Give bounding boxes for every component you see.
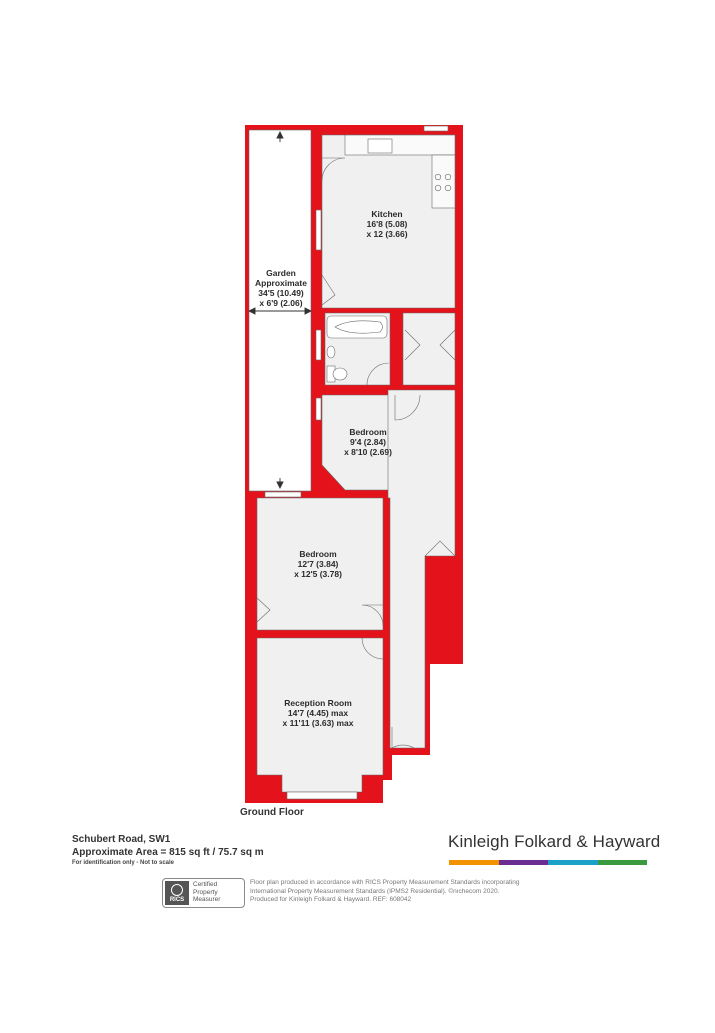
room-fills (249, 130, 455, 792)
rics-text: Certified Property Measurer (193, 881, 221, 903)
basin-icon (327, 346, 335, 358)
bath-icon (327, 316, 387, 338)
cupboard-room (403, 313, 455, 385)
sink-icon (368, 139, 392, 153)
brand-color-bar (449, 860, 647, 865)
garden-label-2: Approximate (255, 278, 307, 288)
rics-badge (162, 878, 245, 908)
floor-label: Ground Floor (240, 807, 304, 818)
approximate-area: Approximate Area = 815 sq ft / 75.7 sq m (72, 847, 264, 858)
reception-label: Reception Room (284, 698, 352, 708)
bedroom-1-dim1: 9'4 (2.84) (349, 437, 387, 447)
bedroom-2-label: Bedroom (299, 549, 337, 559)
bedroom-1-dim2: x 8'10 (2.69) (344, 447, 392, 457)
garden-dim2: x 6'9 (2.06) (259, 298, 303, 308)
kitchen-dim2: x 12 (3.66) (366, 229, 408, 239)
worktop (345, 135, 455, 155)
rics-logo-icon: RICS (165, 881, 189, 905)
bedroom-2-dim2: x 12'5 (3.78) (294, 569, 342, 579)
agency-brand: Kinleigh Folkard & Hayward (448, 832, 661, 851)
reception-dim1: 14'7 (4.45) max (287, 708, 349, 718)
identification-note: For identification only - Not to scale (72, 860, 175, 866)
disclaimer: Floor plan produced in accordance with RICS Property Measurement Standards incorporating International Property Measurement Standards (IPMS2 Residential). ©nıchecom 2020. Produced for Kinleigh Folkard & Hayward. REF: 608042 (250, 879, 520, 903)
hob-worktop (432, 155, 455, 208)
garden-label: Garden (266, 268, 296, 278)
bedroom-2-dim1: 12'7 (3.84) (297, 559, 339, 569)
property-address: Schubert Road, SW1 (72, 834, 171, 845)
bedroom-1-label: Bedroom (349, 427, 387, 437)
garden-dim1: 34'5 (10.49) (258, 288, 304, 298)
reception-dim2: x 11'11 (3.63) max (282, 718, 354, 728)
kitchen-dim1: 16'8 (5.08) (366, 219, 408, 229)
garden-area (249, 130, 311, 491)
kitchen-label: Kitchen (371, 209, 403, 219)
